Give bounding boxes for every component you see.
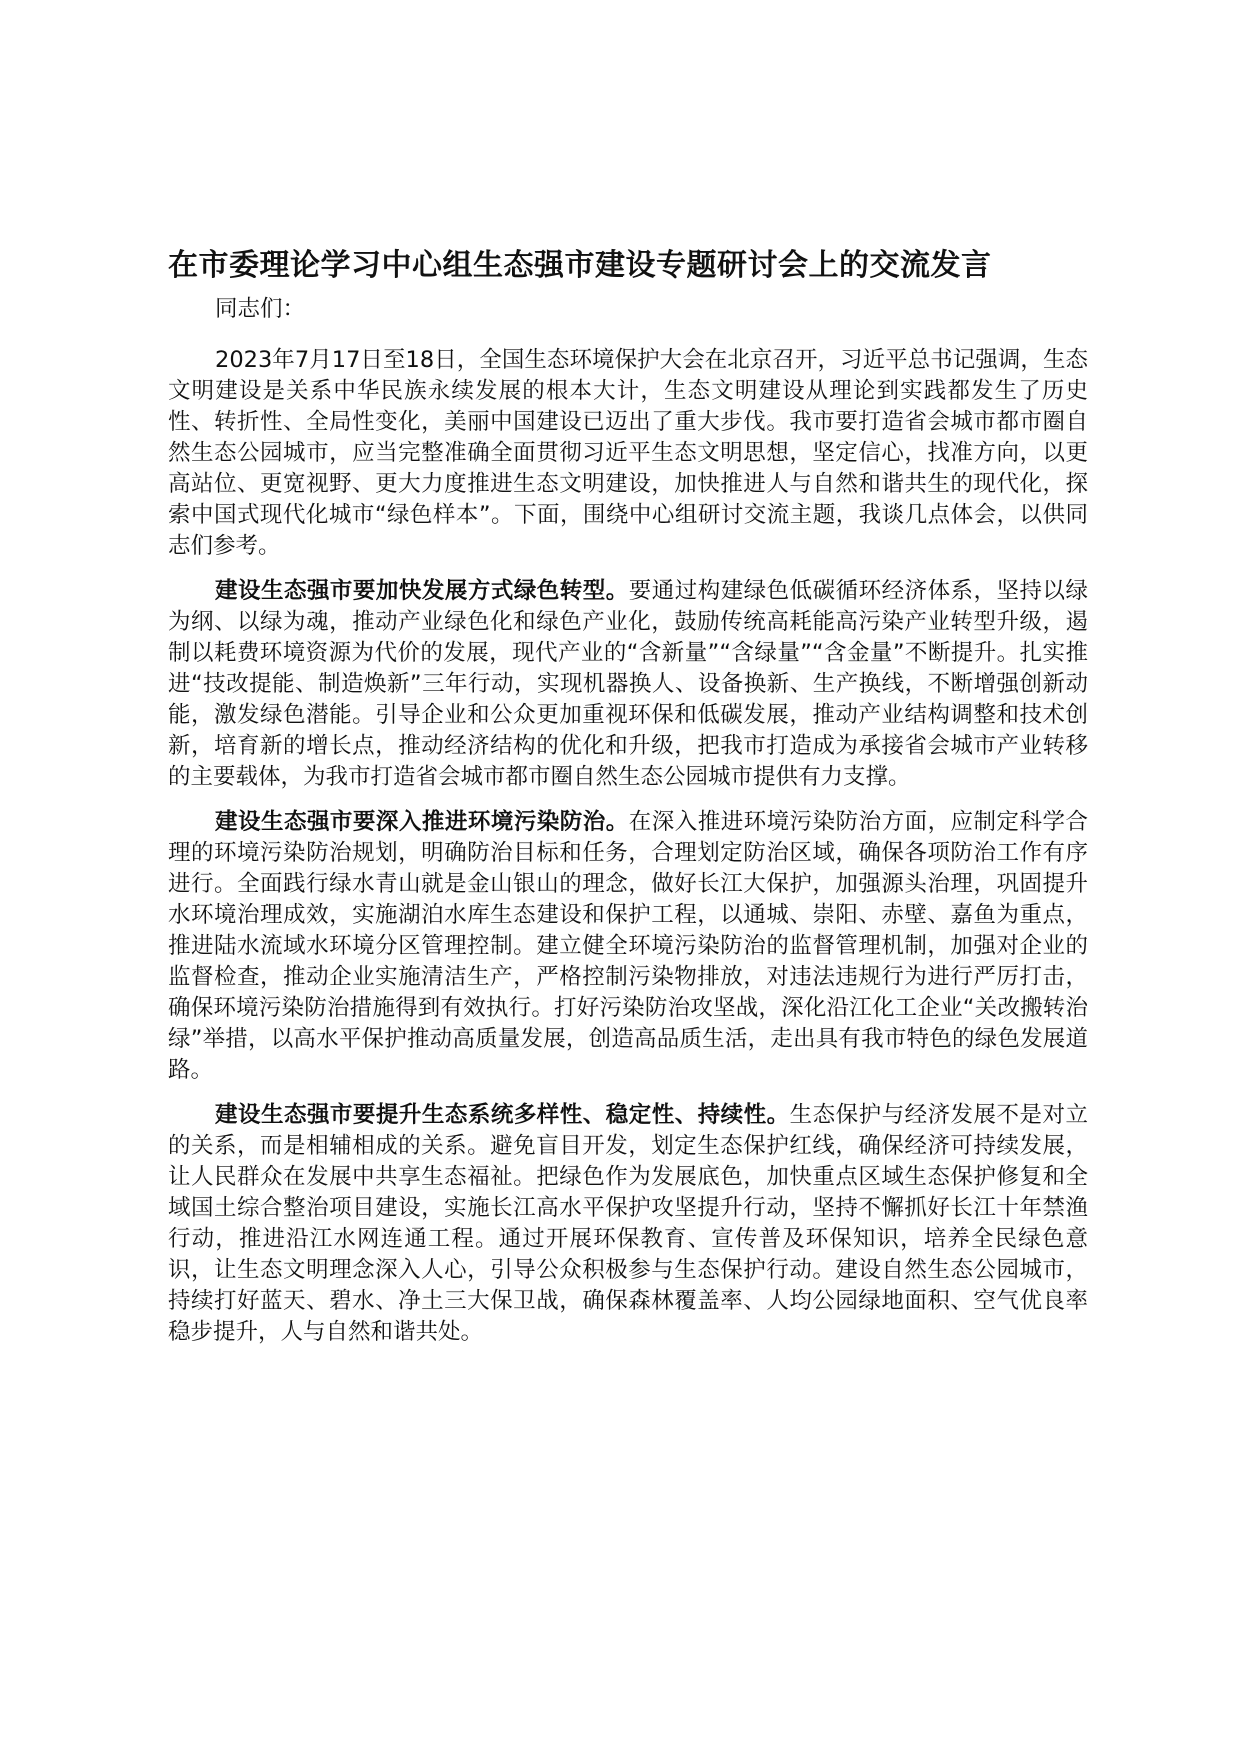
paragraph-intro	[168, 345, 1088, 562]
paragraph-text: 要通过构建绿色低碳循环经济体系，坚持以绿为纲、以绿为魂，推动产业绿色化和绿色产业化，鼓励传统高耗能高污染产业转型升级，遏制以耗费环境资源为代价的发展，现代产业的“含新量”“含绿量”“含金量”不断提升。扎实推进“技改提能、制造焕新”三年行动，实现机器换人、设备换新、生产换线，不断增强创新动能，激发绿色潜能。引导企业和公众更加重视环保和低碳发展，推动产业结构调整和技术创新，培育新的增长点，推动经济结构的优化和升级，把我市打造成为承接省会城市产业转移的主要载体，为我市打造省会城市都市圈自然生态公园城市提供有力支撑。	[168, 578, 1088, 790]
document-title: 在市委理论学习中心组生态强市建设专题研讨会上的交流发言	[168, 248, 992, 283]
paragraph-ecosystem-diversity	[168, 1100, 1088, 1348]
paragraph-lead: 建设生态强市要深入推进环境污染防治。	[215, 809, 629, 835]
document-body	[168, 246, 1088, 1348]
paragraph-pollution-control	[168, 807, 1088, 1086]
paragraph-text: 在深入推进环境污染防治方面，应制定科学合理的环境污染防治规划，明确防治目标和任务，合理划定防治区域，确保各项防治工作有序进行。全面践行绿水青山就是金山银山的理念，做好长江大保护，加强源头治理，巩固提升水环境治理成效，实施湖泊水库生态建设和保护工程，以通城、崇阳、赤壁、嘉鱼为重点，推进陆水流域水环境分区管理控制。建立健全环境污染防治的监督管理机制，加强对企业的监督检查，推动企业实施清洁生产，严格控制污染物排放，对违法违规行为进行严厉打击，确保环境污染防治措施得到有效执行。打好污染防治攻坚战，深化沿江化工企业“关改搬转治绿”举措，以高水平保护推动高质量发展，创造高品质生活，走出具有我市特色的绿色发展道路。	[168, 809, 1088, 1083]
paragraph-green-transformation	[168, 576, 1088, 793]
paragraph-text: 生态保护与经济发展不是对立的关系，而是相辅相成的关系。避免盲目开发，划定生态保护红线，确保经济可持续发展，让人民群众在发展中共享生态福祉。把绿色作为发展底色，加快重点区域生态保护修复和全域国土综合整治项目建设，实施长江高水平保护攻坚提升行动，坚持不懈抓好长江十年禁渔行动，推进沿江水网连通工程。通过开展环保教育、宣传普及环保知识，培养全民绿色意识，让生态文明理念深入人心，引导公众积极参与生态保护行动。建设自然生态公园城市，持续打好蓝天、碧水、净土三大保卫战，确保森林覆盖率、人均公园绿地面积、空气优良率稳步提升，人与自然和谐共处。	[168, 1102, 1088, 1345]
paragraph-lead: 建设生态强市要提升生态系统多样性、稳定性、持续性。	[215, 1102, 790, 1128]
paragraph-text: 2023年7月17日至18日，全国生态环境保护大会在北京召开，习近平总书记强调，生态文明建设是关系中华民族永续发展的根本大计，生态文明建设从理论到实践都发生了历史性、转折性、全局性变化，美丽中国建设已迈出了重大步伐。我市要打造省会城市都市圈自然生态公园城市，应当完整准确全面贯彻习近平生态文明思想，坚定信心，找准方向，以更高站位、更宽视野、更大力度推进生态文明建设，加快推进人与自然和谐共生的现代化，探索中国式现代化城市“绿色样本”。下面，围绕中心组研讨交流主题，我谈几点体会，以供同志们参考。	[168, 347, 1088, 559]
paragraph-lead: 建设生态强市要加快发展方式绿色转型。	[215, 578, 629, 604]
salutation: 同志们：	[215, 296, 306, 322]
